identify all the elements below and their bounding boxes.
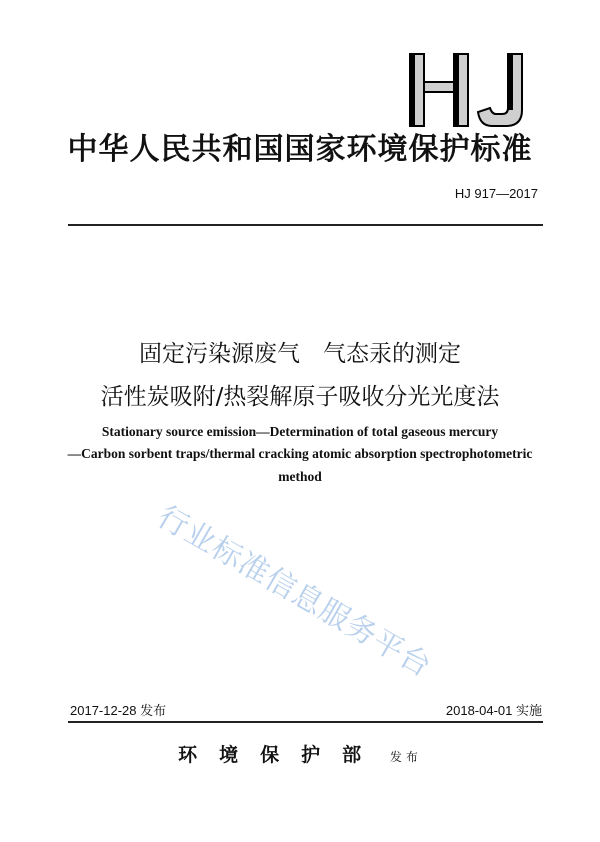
issuer: [0, 740, 600, 767]
effective-date: 2018-04-01 实施: [445, 703, 542, 718]
title-cn-line-2: 活性炭吸附/热裂解原子吸收分光光度法: [100, 384, 500, 410]
title-cn-line-1: 固定污染源废气 气态汞的测定: [139, 341, 461, 367]
title-en-line-1: Stationary source emission—Determination of total gaseous mercury: [101, 424, 499, 439]
divider: [68, 224, 543, 226]
organization-title: 中华人民共和国国家环境保护标准: [67, 132, 533, 167]
standard-code: HJ 917—2017: [454, 186, 538, 201]
watermark: 行业标准信息服务平台: [151, 499, 438, 685]
title-en-line-2: —Carbon sorbent traps/thermal cracking atomic absorption spectrophotometric: [67, 446, 533, 461]
issue-date: 2017-12-28 发布: [70, 703, 167, 718]
hj-logo: [408, 52, 532, 128]
title-en-line-3: method: [278, 469, 322, 484]
divider: [68, 721, 543, 723]
issuer-suffix: 发布: [389, 750, 422, 764]
issuer-name: 环境保护部: [178, 744, 384, 766]
